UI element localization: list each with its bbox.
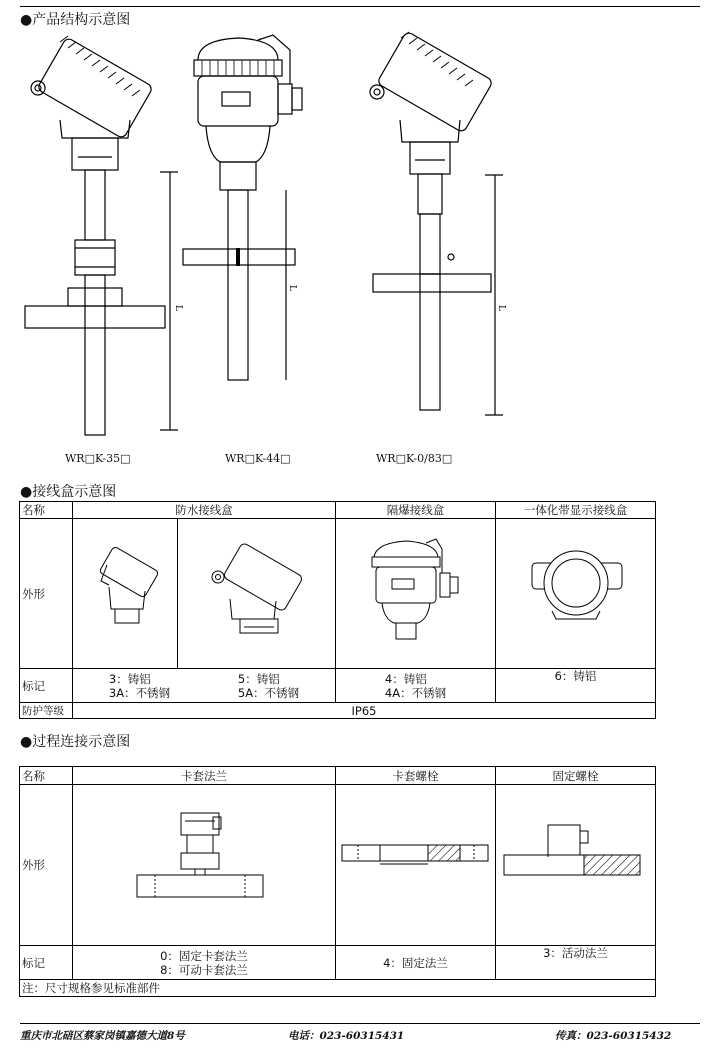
dim-label-l-2: L — [287, 285, 297, 291]
header-waterproof: 防水接线盒 — [73, 502, 336, 519]
dim-label-l: L — [173, 305, 183, 311]
mark-ferrule-bolt — [336, 946, 496, 980]
box-drawing-6 — [496, 519, 656, 669]
top-rule — [20, 6, 700, 7]
mark-4: 4：铸铝 — [384, 671, 427, 686]
mark-4-fixed: 4：固定法兰 — [383, 955, 448, 970]
mark-row-2 — [20, 946, 656, 980]
ferrule-flange-drawing — [73, 785, 336, 946]
model-caption-44: WR□K-44□ — [225, 452, 291, 465]
mark-explosion-proof — [336, 669, 496, 703]
section-title-junction-box: ●接线盒示意图 — [20, 484, 117, 500]
header-fixed-bolt: 固定螺栓 — [496, 767, 656, 785]
fixed-bolt-drawing — [496, 785, 656, 946]
mark-ferrule-flange — [73, 946, 336, 980]
mark-5a: 5A：不锈钢 — [237, 685, 300, 700]
shape-row-2 — [20, 785, 656, 946]
mark-3a: 3A：不锈钢 — [108, 685, 171, 700]
protect-row — [20, 703, 656, 719]
ferrule-bolt-drawing — [336, 785, 496, 946]
model-caption-35: WR□K-35□ — [65, 452, 131, 465]
note-row — [20, 980, 656, 997]
mark-8: 8：可动卡套法兰 — [160, 962, 248, 977]
row-label-mark-2: 标记 — [20, 946, 73, 980]
section-title-structure: ●产品结构示意图 — [20, 12, 131, 28]
mark-integrated — [496, 669, 656, 703]
header-name-2: 名称 — [20, 767, 73, 785]
row-label-mark: 标记 — [20, 669, 73, 703]
protection-value: IP65 — [73, 703, 656, 719]
bottom-rule — [20, 1023, 700, 1024]
section-title-process-connection: ●过程连接示意图 — [20, 734, 131, 750]
row-label-protection: 防护等级 — [20, 703, 73, 719]
mark-4a: 4A：不锈钢 — [384, 685, 447, 700]
mark-row — [20, 669, 656, 703]
note-text: 注：尺寸规格参见标准部件 — [20, 980, 656, 997]
mark-waterproof — [73, 669, 336, 703]
model-caption-0-83: WR□K-0/83□ — [376, 452, 453, 465]
dim-label-l-3: L — [496, 305, 506, 311]
box-drawing-5 — [178, 519, 336, 669]
mark-3-movable: 3：活动法兰 — [543, 946, 608, 960]
header-explosion-proof: 隔爆接线盒 — [336, 502, 496, 519]
shape-row — [20, 519, 656, 669]
header-integrated-display: 一体化带显示接线盒 — [496, 502, 656, 519]
box-drawing-3 — [73, 519, 178, 669]
mark-fixed-bolt — [496, 946, 656, 980]
row-label-shape: 外形 — [20, 519, 73, 669]
thermocouple-44-drawing — [178, 30, 318, 390]
header-row — [20, 502, 656, 519]
header-row-2 — [20, 767, 656, 785]
header-ferrule-bolt: 卡套螺栓 — [336, 767, 496, 785]
footer-fax: 传真：023-60315432 — [555, 1030, 672, 1042]
thermocouple-35-drawing — [20, 30, 190, 440]
thermocouple-0-83-drawing — [345, 30, 510, 430]
box-drawing-4 — [336, 519, 496, 669]
mark-0: 0：固定卡套法兰 — [160, 948, 248, 963]
header-name: 名称 — [20, 502, 73, 519]
mark-6: 6：铸铝 — [554, 669, 597, 683]
mark-5: 5：铸铝 — [237, 671, 280, 686]
mark-3: 3：铸铝 — [108, 671, 151, 686]
row-label-shape-2: 外形 — [20, 785, 73, 946]
footer-address: 重庆市北碚区蔡家岗镇嘉德大道8号 — [20, 1030, 185, 1042]
process-connection-table — [19, 766, 656, 997]
header-ferrule-flange: 卡套法兰 — [73, 767, 336, 785]
junction-box-table — [19, 501, 656, 719]
footer-phone: 电话：023-60315431 — [288, 1030, 405, 1042]
